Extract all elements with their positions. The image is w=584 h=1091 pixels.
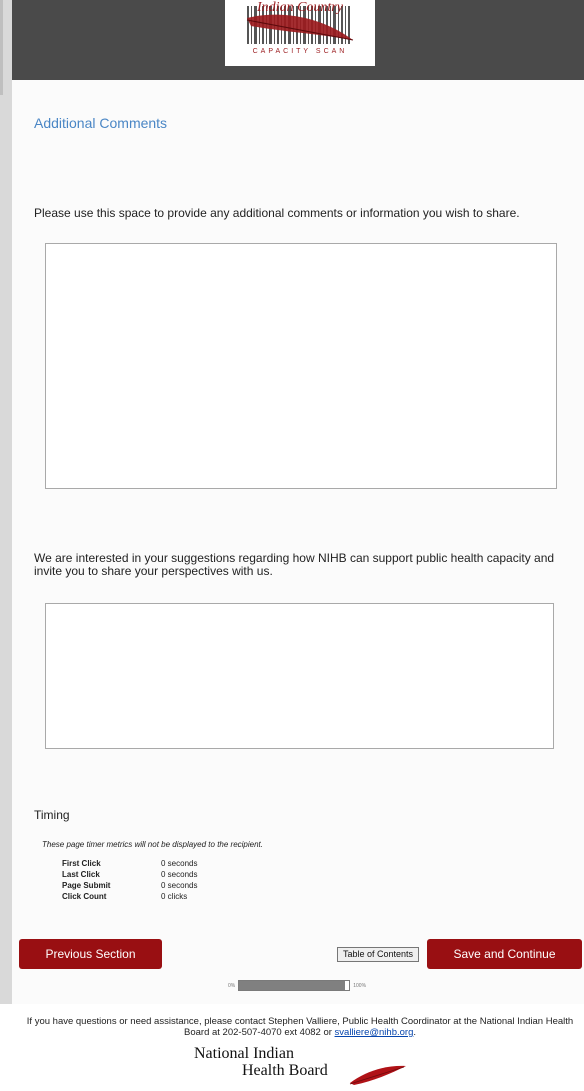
footer-text-end: .: [413, 1027, 416, 1038]
metric-label: Page Submit: [62, 881, 111, 890]
nihb-logo: [194, 1045, 414, 1091]
nihb-logo-line1: National Indian: [194, 1045, 294, 1062]
metric-row: [62, 891, 197, 902]
timing-title: Timing: [34, 808, 70, 822]
progress-end-label: 100%: [353, 982, 367, 989]
footer-contact: [20, 1016, 580, 1038]
left-edge-accent: [0, 0, 3, 95]
additional-comments-textarea[interactable]: [45, 243, 557, 489]
timing-note: These page timer metrics will not be displayed to the recipient.: [42, 840, 263, 849]
page-header: [12, 0, 584, 80]
metric-row: [62, 858, 197, 869]
metric-value: 0 seconds: [161, 859, 198, 868]
save-and-continue-button[interactable]: Save and Continue: [427, 939, 582, 969]
survey-card: [12, 80, 584, 1004]
metric-value: 0 seconds: [161, 870, 198, 879]
capacity-scan-logo: [225, 0, 375, 66]
progress-bar-fill: [239, 981, 345, 990]
table-of-contents-button[interactable]: Table of Contents: [337, 947, 419, 962]
metric-label: Last Click: [62, 870, 100, 879]
metric-value: 0 clicks: [161, 892, 188, 901]
progress-start-label: 0%: [228, 982, 236, 989]
question-additional-comments: Please use this space to provide any additional comments or information you wish to share.: [34, 206, 520, 220]
suggestions-textarea[interactable]: [45, 603, 554, 749]
nihb-logo-line2: Health Board: [242, 1062, 328, 1079]
logo-title: Indian Country: [257, 0, 343, 15]
previous-section-button[interactable]: Previous Section: [19, 939, 162, 969]
progress-bar: [238, 980, 350, 991]
feather-icon: [348, 1063, 408, 1087]
metric-label: Click Count: [62, 892, 107, 901]
metric-label: First Click: [62, 859, 101, 868]
timing-metrics: [62, 858, 197, 902]
contact-email-link[interactable]: svalliere@nihb.org: [334, 1027, 414, 1038]
progress-indicator: [228, 980, 366, 991]
section-title: Additional Comments: [34, 115, 168, 131]
footer-text: If you have questions or need assistance, please contact Stephen Valliere, Public Health Coordinator at the National Indian Health Board at 202-507-4070 ext 4082 or: [26, 1016, 574, 1038]
left-edge-strip: [0, 0, 12, 1004]
logo-subtitle: CAPACITY SCAN: [252, 48, 348, 55]
metric-row: [62, 869, 197, 880]
question-suggestions: We are interested in your suggestions regarding how NIHB can support public health capacity and invite you to share your perspectives with us.: [34, 551, 555, 578]
metric-row: [62, 880, 197, 891]
metric-value: 0 seconds: [161, 881, 198, 890]
